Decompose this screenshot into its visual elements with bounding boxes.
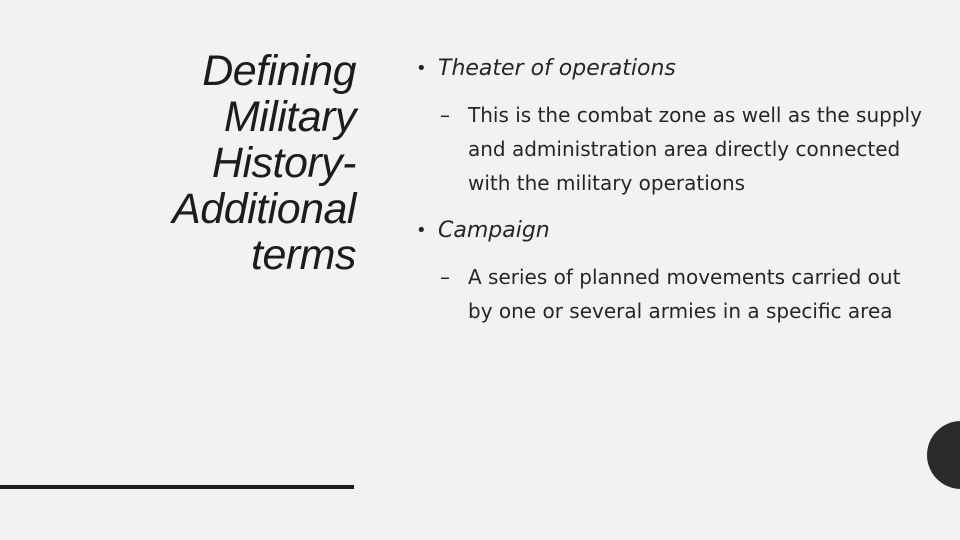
sub-bullet-text: This is the combat zone as well as the supply and administration area directly connected with the military operations xyxy=(468,103,922,195)
sub-bullet-campaign-definition xyxy=(410,260,930,328)
dash-icon: – xyxy=(440,103,450,127)
title-line: History- xyxy=(211,139,356,187)
slide-body xyxy=(410,52,930,342)
title-line: terms xyxy=(251,231,356,279)
bullet-icon: • xyxy=(416,220,427,241)
title-line: Military xyxy=(223,93,356,141)
decorative-circle-shape xyxy=(927,421,960,489)
title-underline-divider xyxy=(0,485,354,489)
title-line: Defining xyxy=(202,47,356,95)
slide-title xyxy=(60,48,356,278)
bullet-campaign xyxy=(410,214,930,248)
bullet-heading: Theater of operations xyxy=(438,56,676,81)
bullet-icon: • xyxy=(416,58,427,79)
sub-bullet-text: A series of planned movements carried out by one or several armies in a specific area xyxy=(468,265,901,323)
title-line: Additional xyxy=(172,185,356,233)
bullet-heading: Campaign xyxy=(438,218,550,243)
dash-icon: – xyxy=(440,265,450,289)
sub-bullet-theater-definition xyxy=(410,98,930,200)
bullet-theater-of-operations xyxy=(410,52,930,86)
